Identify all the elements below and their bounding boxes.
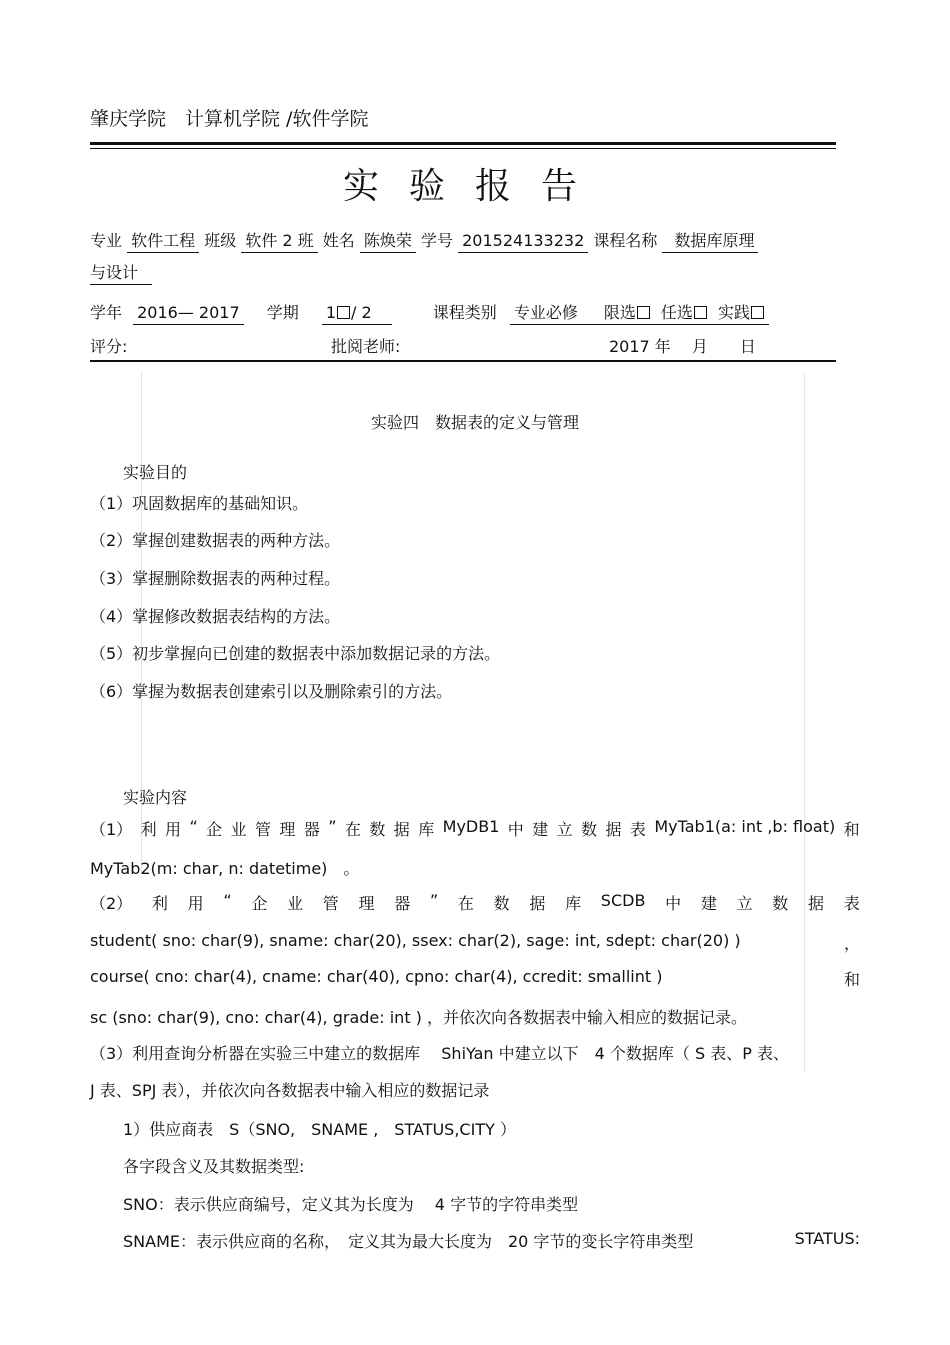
text-token: STATUS: [794, 1229, 860, 1248]
content-line-4 [90, 931, 860, 954]
text-token: 在 [457, 894, 474, 913]
text-token: 和 [843, 820, 860, 839]
content-line-7: （3）利用查询分析器在实验三中建立的数据库 ShiYan 中建立以下 4 个数据库（ S 表、P 表、 [90, 1044, 789, 1063]
text-token: 器 [303, 820, 320, 839]
text-token: 数 [581, 820, 598, 839]
content-line-1 [90, 817, 860, 840]
text-token: 库 [418, 820, 435, 839]
content-line-8: J 表、SPJ 表），并依次向各数据表中输入相应的数据记录 [90, 1081, 490, 1100]
purpose-item: （3）掌握删除数据表的两种过程。 [90, 569, 341, 588]
text-token: 用 [165, 820, 182, 839]
text-token: （2） [90, 894, 133, 913]
text-token: 立 [556, 820, 573, 839]
text-token: 数 [772, 894, 789, 913]
text-token: 据 [808, 894, 825, 913]
class-value: 软件 2 班 [241, 231, 317, 253]
text-token: （1） [90, 820, 133, 839]
text-token: 表 [843, 894, 860, 913]
id-label: 学号 [421, 231, 454, 250]
category-options [510, 303, 769, 325]
purpose-item: （1）巩固数据库的基础知识。 [90, 494, 309, 513]
text-token: ” [328, 817, 337, 836]
text-token: 数 [493, 894, 510, 913]
content-line-10: 各字段含义及其数据类型: [123, 1157, 305, 1176]
score-label: 评分: [90, 337, 128, 356]
content-line-6: sc (sno: char(9), cno: char(4), grade: int ) ，并依次向各数据表中输入相应的数据记录。 [90, 1008, 748, 1027]
header-rule-thick [90, 142, 836, 145]
content-line-2: MyTab2(m: char, n: datetime) 。 [90, 859, 360, 878]
purpose-item: （4）掌握修改数据表结构的方法。 [90, 607, 341, 626]
text-token: 利 [151, 894, 168, 913]
header-rule-thin [90, 148, 836, 149]
content-line-11: SNO：表示供应商编号，定义其为长度为 4 字节的字符串类型 [123, 1195, 579, 1214]
term-value [322, 303, 392, 325]
course-value: 数据库原理 [662, 231, 758, 253]
text-token: 在 [344, 820, 361, 839]
text-token: SCDB [600, 891, 646, 910]
text-token: MyTab1(a: int ,b: float) [654, 817, 836, 836]
report-title: 实验报告 [342, 166, 607, 207]
id-value: 201524133232 [458, 231, 588, 253]
header-institution: 肇庆学院 计算机学院 /软件学院 [90, 108, 369, 130]
text-token: 管 [322, 894, 339, 913]
purpose-item: （6）掌握为数据表创建索引以及删除索引的方法。 [90, 682, 453, 701]
checkbox-icon [337, 306, 350, 319]
text-token: 企 [206, 820, 223, 839]
class-label: 班级 [204, 231, 237, 250]
name-label: 姓名 [322, 231, 355, 250]
year-value: 2016— 2017 [133, 303, 244, 325]
text-token: 数 [369, 820, 386, 839]
category-value: 专业必修 [513, 303, 578, 322]
option-practice: 实践 [717, 303, 750, 322]
option-limited: 限选 [603, 303, 636, 322]
text-token: 理 [279, 820, 296, 839]
experiment-title: 实验四 数据表的定义与管理 [370, 413, 579, 432]
text-token: ， [843, 934, 860, 953]
text-token: “ [189, 817, 198, 836]
text-token: 建 [532, 820, 549, 839]
term-label: 学期 [266, 303, 299, 322]
term-a: 1 [325, 303, 337, 322]
text-token: 理 [358, 894, 375, 913]
text-token: 立 [736, 894, 753, 913]
info-bottom-rule [90, 360, 836, 362]
text-token: 器 [394, 894, 411, 913]
text-token: 库 [565, 894, 582, 913]
year-label: 学年 [90, 303, 123, 322]
text-token: 表 [629, 820, 646, 839]
text-token: 业 [287, 894, 304, 913]
course-value-cont: 与设计 [90, 263, 152, 285]
content-line-3 [90, 891, 860, 914]
category-label: 课程类别 [432, 303, 497, 322]
info-row-2 [90, 300, 769, 325]
text-token: 据 [393, 820, 410, 839]
content-heading: 实验内容 [123, 788, 188, 807]
text-token: 企 [251, 894, 268, 913]
text-token: student( sno: char(9), sname: char(20), ssex: char(2), sage: int, sdept: char(20) ) [90, 931, 741, 950]
text-token: ” [429, 891, 439, 910]
content-line-5 [90, 967, 860, 990]
major-value: 软件工程 [127, 231, 199, 253]
text-token: 建 [700, 894, 717, 913]
text-token: 管 [254, 820, 271, 839]
name-value: 陈焕荣 [360, 231, 416, 253]
checkbox-icon [637, 306, 650, 319]
date-field: 2017 年 月 日 [609, 337, 756, 356]
text-token: 业 [230, 820, 247, 839]
text-token: course( cno: char(4), cname: char(40), cpno: char(4), ccredit: smallint ) [90, 967, 663, 986]
content-line-9: 1）供应商表 S（SNO, SNAME , STATUS,CITY ） [123, 1120, 516, 1139]
purpose-item: （5）初步掌握向已创建的数据表中添加数据记录的方法。 [90, 644, 501, 663]
teacher-label: 批阅老师: [331, 337, 401, 356]
text-token: SNAME：表示供应商的名称， 定义其为最大长度为 20 字节的变长字符串类型 [123, 1232, 694, 1251]
checkbox-icon [694, 306, 707, 319]
info-row-1 [90, 228, 758, 253]
option-elective: 任选 [660, 303, 693, 322]
text-token: 据 [529, 894, 546, 913]
text-token: MyDB1 [442, 817, 500, 836]
text-token: 用 [187, 894, 204, 913]
purpose-heading: 实验目的 [123, 463, 188, 482]
purpose-item: （2）掌握创建数据表的两种方法。 [90, 531, 341, 550]
text-token: 据 [605, 820, 622, 839]
text-token: 利 [140, 820, 157, 839]
course-label: 课程名称 [593, 231, 658, 250]
text-token: 和 [843, 970, 860, 989]
text-token: “ [223, 891, 232, 910]
term-b: / 2 [351, 303, 372, 322]
checkbox-icon [751, 306, 764, 319]
info-row-1b [90, 263, 152, 285]
text-token: 中 [507, 820, 524, 839]
text-token: 中 [665, 894, 682, 913]
content-line-12 [123, 1229, 860, 1252]
major-label: 专业 [90, 231, 123, 250]
